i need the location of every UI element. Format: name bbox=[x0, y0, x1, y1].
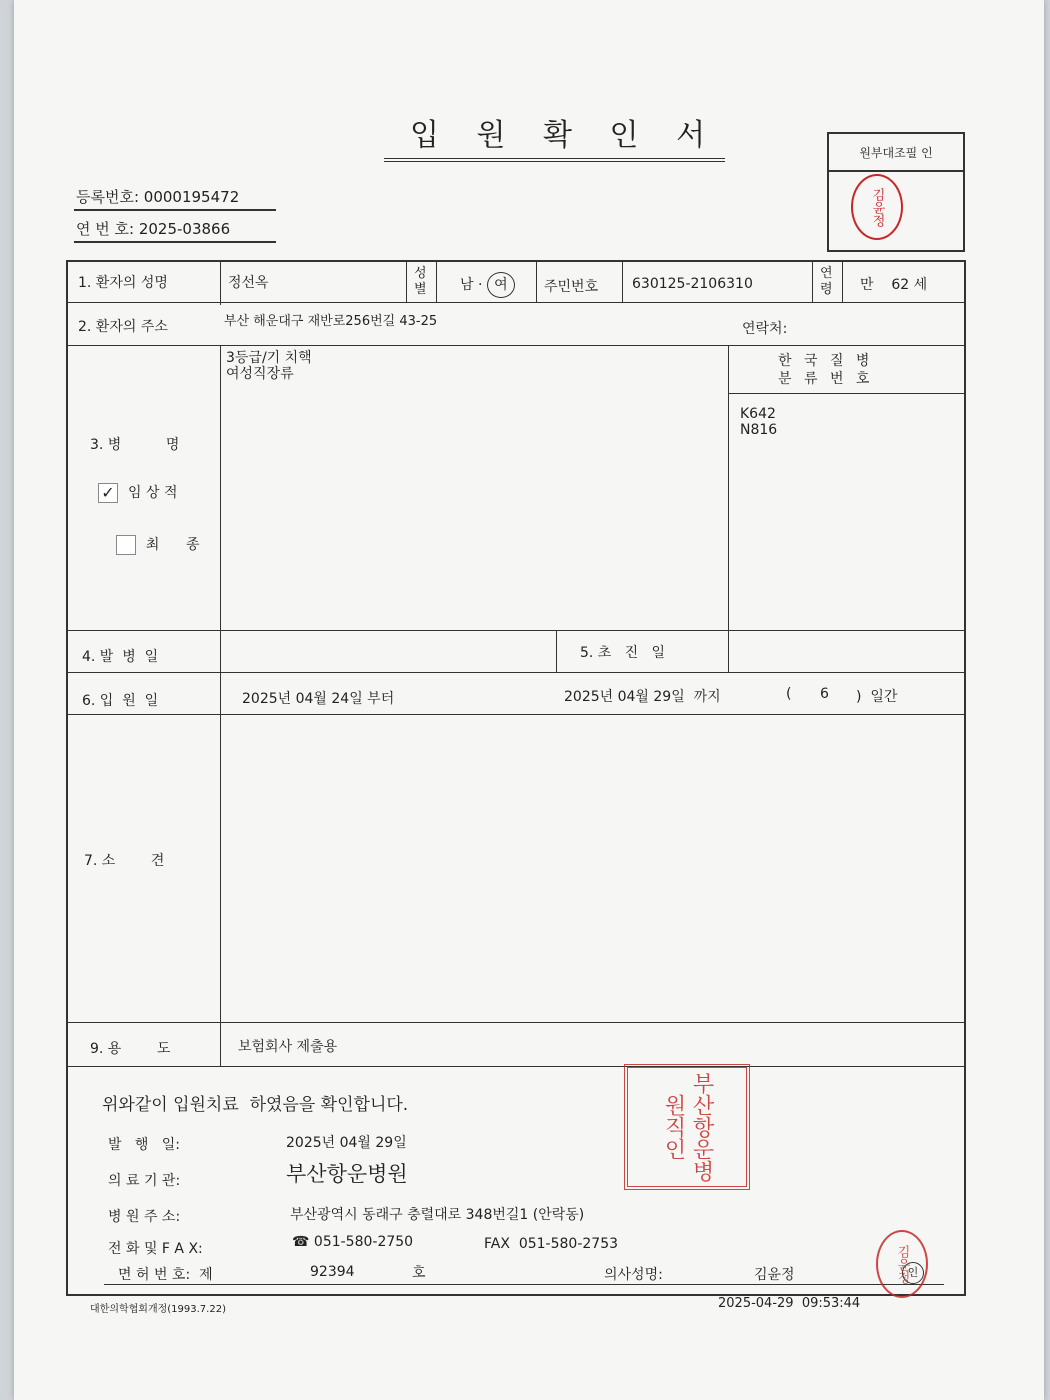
final-label: 최 종 bbox=[145, 537, 200, 553]
col-divider bbox=[812, 262, 813, 303]
diagnosis-line-2: 여성직장류 bbox=[226, 366, 294, 382]
col-divider bbox=[622, 262, 623, 303]
institution-value: 부산항운병원 bbox=[286, 1162, 408, 1186]
address-value: 부산 해운대구 재반로256번길 43-25 bbox=[224, 314, 438, 329]
row-divider bbox=[68, 302, 964, 303]
license-suffix: 호 bbox=[412, 1265, 426, 1281]
license-label: 면 허 번 호: 제 bbox=[118, 1267, 213, 1283]
age-label: 연령 bbox=[820, 266, 833, 297]
verification-seal-box bbox=[827, 132, 965, 252]
license-row bbox=[104, 1262, 944, 1285]
col-divider bbox=[436, 262, 437, 303]
signature-stamp-top bbox=[851, 174, 903, 240]
confirmation-statement: 위와같이 입원치료 하였음을 확인합니다. bbox=[102, 1095, 409, 1115]
sex-female-selected: 여 bbox=[487, 272, 515, 298]
doctor-seal-mark: 인 bbox=[902, 1262, 924, 1284]
admission-to: 2025년 04월 29일 까지 bbox=[564, 689, 721, 705]
sex-label: 성별 bbox=[414, 266, 427, 297]
main-form-table bbox=[66, 260, 966, 1296]
tel-number: 051-580-2750 bbox=[313, 1234, 414, 1250]
row-divider bbox=[68, 1022, 964, 1023]
onset-date-label: 4. 발 병 일 bbox=[82, 649, 159, 665]
col-divider bbox=[728, 345, 729, 673]
doctor-signature-stamp bbox=[876, 1230, 928, 1298]
purpose-label: 9. 용 도 bbox=[90, 1041, 171, 1057]
serial-label: 연 번 호: bbox=[76, 220, 135, 238]
tel-value bbox=[292, 1234, 413, 1250]
first-visit-label: 5. 초 진 일 bbox=[580, 645, 666, 661]
serial-number bbox=[74, 218, 276, 243]
issue-date-value: 2025년 04월 29일 bbox=[286, 1135, 407, 1151]
tel-fax-label: 전 화 및 F A X: bbox=[108, 1241, 203, 1257]
issue-date-label: 발 행 일: bbox=[108, 1137, 180, 1153]
resident-number-value: 630125-2106310 bbox=[632, 276, 753, 292]
clinical-option bbox=[98, 482, 177, 503]
document-title: 입 원 확 인 서 bbox=[384, 110, 725, 162]
registration-value: 0000195472 bbox=[143, 188, 240, 206]
hospital-address-label: 병 원 주 소: bbox=[108, 1209, 181, 1225]
address-label: 2. 환자의 주소 bbox=[78, 319, 168, 335]
diagnosis-label: 3. 병 명 bbox=[90, 437, 180, 453]
col-divider bbox=[220, 345, 221, 1067]
sex-separator: · bbox=[477, 277, 483, 293]
row-divider bbox=[68, 630, 964, 631]
patient-name-label: 1. 환자의 성명 bbox=[78, 275, 168, 291]
sex-male: 남 bbox=[460, 277, 474, 293]
hospital-address-value: 부산광역시 동래구 충렬대로 348번길1 (안락동) bbox=[290, 1207, 585, 1223]
disease-codes bbox=[740, 406, 777, 438]
admission-days: 6 bbox=[820, 686, 829, 702]
purpose-value: 보험회사 제출용 bbox=[238, 1039, 338, 1055]
disease-code-1: K642 bbox=[740, 406, 776, 422]
patient-name-value: 정선옥 bbox=[228, 275, 269, 291]
final-checkbox bbox=[116, 535, 136, 555]
registration-number bbox=[74, 186, 276, 211]
admission-date-label: 6. 입 원 일 bbox=[82, 693, 159, 709]
seal-box-header: 원부대조필 인 bbox=[829, 134, 963, 172]
signature-stamp-top-text: 김윤정 bbox=[869, 187, 885, 227]
fax-value: FAX 051-580-2753 bbox=[484, 1236, 619, 1252]
print-timestamp: 2025-04-29 09:53:44 bbox=[718, 1296, 861, 1311]
row-divider bbox=[728, 393, 964, 394]
disease-code-header-2: 분 류 번 호 bbox=[778, 371, 874, 387]
age-value: 만 62 세 bbox=[860, 277, 928, 293]
registration-label: 등록번호: bbox=[76, 188, 140, 206]
document-page bbox=[14, 0, 1044, 1400]
col-divider bbox=[536, 262, 537, 303]
admission-days-close: ) 일간 bbox=[856, 689, 898, 705]
hospital-official-seal bbox=[624, 1064, 750, 1190]
disease-code-2: N816 bbox=[740, 422, 778, 438]
hospital-official-seal-text: 부산항운병원직인 bbox=[661, 1072, 714, 1182]
license-number: 92394 bbox=[310, 1264, 355, 1280]
sex-field bbox=[460, 272, 515, 298]
doctor-name-label: 의사성명: bbox=[604, 1267, 663, 1283]
form-revision-note: 대한의학협회개정(1993.7.22) bbox=[90, 1304, 226, 1315]
row-divider bbox=[68, 672, 964, 673]
telephone-icon: ☎ bbox=[292, 1234, 310, 1250]
row-divider bbox=[68, 714, 964, 715]
doctor-name-value: 김윤정 bbox=[754, 1267, 795, 1283]
serial-value: 2025-03866 bbox=[138, 220, 231, 238]
resident-number-label: 주민번호 bbox=[544, 279, 599, 295]
clinical-checkbox: ✓ bbox=[98, 483, 118, 503]
opinion-label: 7. 소 견 bbox=[84, 853, 165, 869]
clinical-label: 임 상 적 bbox=[128, 485, 178, 501]
diagnosis-text bbox=[226, 350, 312, 382]
admission-days-open: ( bbox=[786, 686, 792, 702]
contact-label: 연락처: bbox=[742, 321, 788, 337]
col-divider bbox=[220, 262, 221, 305]
doctor-signature-stamp-text: 김윤정 bbox=[894, 1244, 910, 1284]
disease-code-header-1: 한 국 질 병 bbox=[778, 353, 874, 369]
col-divider bbox=[406, 262, 407, 303]
institution-label: 의 료 기 관: bbox=[108, 1173, 181, 1189]
diagnosis-line-1: 3등급/기 치핵 bbox=[226, 350, 312, 366]
row-divider bbox=[68, 1066, 964, 1067]
disease-code-header bbox=[778, 352, 873, 388]
row-divider bbox=[68, 345, 964, 346]
col-divider bbox=[842, 262, 843, 303]
final-option bbox=[98, 518, 200, 571]
col-divider bbox=[556, 630, 557, 673]
admission-from: 2025년 04월 24일 부터 bbox=[242, 691, 395, 707]
